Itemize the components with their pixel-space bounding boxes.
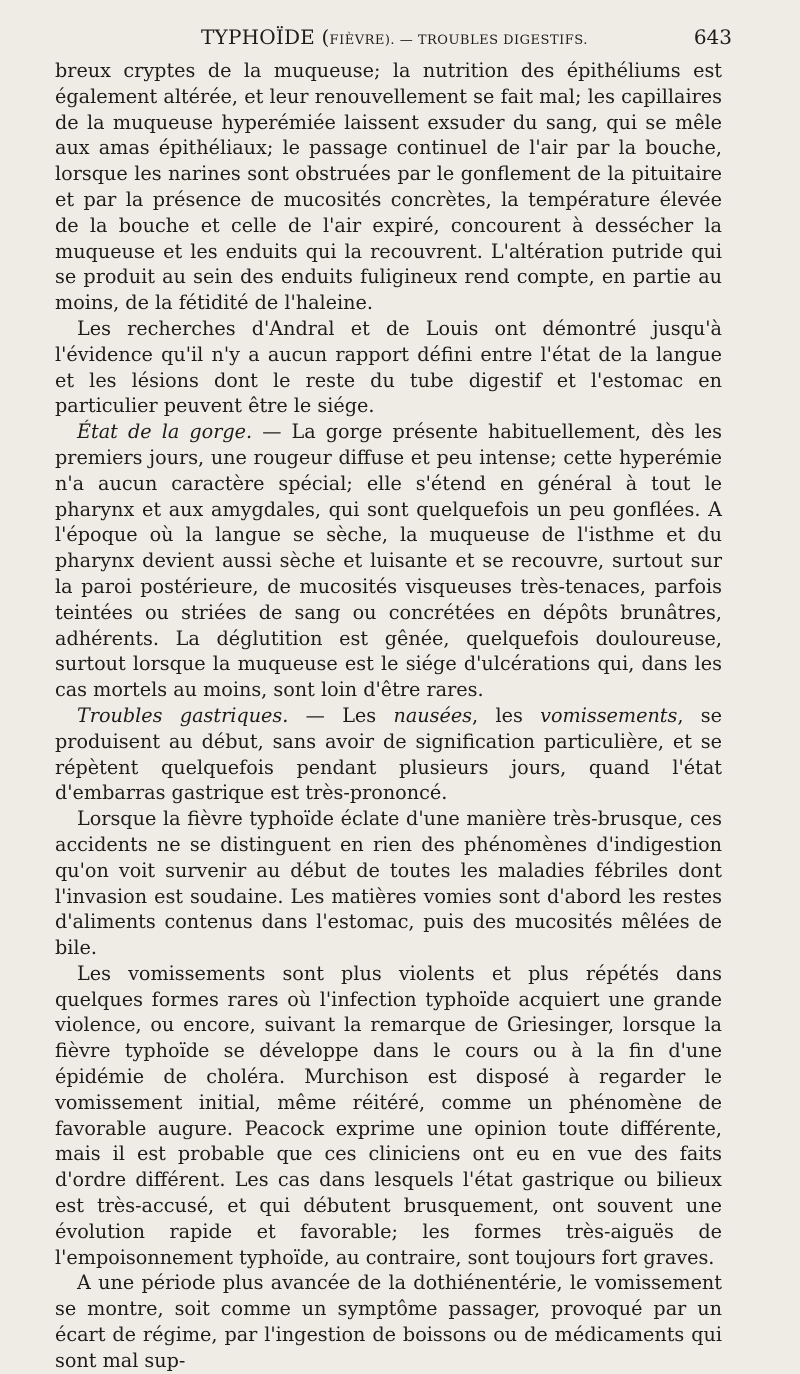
paragraph-4-mid2: , les [472,703,541,727]
term-vomissements: vomissements [540,703,678,727]
paragraph-5: Lorsque la fièvre typhoïde éclate d'une manière très-brusque, ces accidents ne se distinguent en rien des phénomènes d'indigestion qu'on voit survenir au début de toutes les maladies fébriles dont l'invasion est soudaine. Les matières vomies sont d'abord les restes d'aliments contenus dans l'estomac, puis des mucosités mêlées de bile. [55,807,722,960]
paragraph-1: breux cryptes de la muqueuse; la nutrition des épithéliums est également altérée, et leur renouvellement se fait mal; les capillaires de la muqueuse hyperémiée laissent exsuder du sang, qui se mêle aux amas épithéliaux; le passage continuel de l'air par la bouche, lorsque les narines sont obstruées par le gonflement de la pituitaire et par la présence de mucosités concrètes, la température élevée de la bouche et celle de l'air expiré, concourent à dessécher la muqueuse et les enduits qui la recouvrent. L'altération putride qui se produit au sein des enduits fuligineux rend compte, en partie au moins, de la fétidité de l'haleine. [55,59,722,315]
page-number: 643 [693,25,732,49]
term-nausees: nausées [393,703,473,727]
paragraph-3 [55,419,722,703]
paragraph-6: Les vomissements sont plus violents et plus répétés dans quelques formes rares où l'infection typhoïde acquiert une grande violence, ou encore, suivant la remarque de Griesinger, lorsque la fièvre typhoïde se développe dans le cours ou à la fin d'une épidémie de choléra. Murchison est disposé à regarder le vomissement initial, même réitéré, comme un phénomène de favorable augure. Peacock exprime une opinion toute différente, mais il est probable que ces cliniciens ont eu en vue des faits d'ordre différent. Les cas dans lesquels l'état gastrique ou bilieux est très-accusé, et qui débutent brusquement, ont souvent une évolution rapide et favorable; les formes très-aiguës de l'empoisonnement typhoïde, au contraire, sont toujours fort graves. [55,961,722,1269]
title-rest: ). — TROUBLES DIGESTIFS. [384,33,588,48]
section-heading-gastriques: Troubles gastriques. [77,703,289,727]
section-heading-gorge: État de la gorge. [77,420,253,444]
paragraph-7: A une période plus avancée de la dothiénentérie, le vomissement se montre, soit comme un symptôme passager, provoqué par un écart de régime, par l'ingestion de boissons ou de médicaments qui sont mal sup- [55,1271,722,1372]
paragraph-4-mid: — Les [288,703,394,727]
paragraph-4 [55,703,722,806]
paragraph-2: Les recherches d'Andral et de Louis ont démontré jusqu'à l'évidence qu'il n'y a aucun rapport défini entre l'état de la langue et les lésions dont le reste du tube digestif et l'estomac en particulier peuvent être le siége. [55,316,722,418]
paragraph-4-text: , se produisent au début, sans avoir de signification particulière, et se répètent quelquefois pendant plusieurs jours, quand l'état d'embarras gastrique est très-prononcé. [55,703,722,805]
running-title [201,22,588,56]
running-header [55,22,732,52]
title-main: TYPHOÏDE ( [201,25,330,49]
title-small-caps: FIÈVRE [329,33,385,48]
paragraph-3-text: — La gorge présente habituellement, dès les premiers jours, une rougeur diffuse et peu intense; cette hyperémie n'a aucun caractère spécial; elle s'étend en général à tout le pharynx et aux amygdales, qui sont quelquefois un peu gonflées. A l'époque où la langue se sèche, la muqueuse de l'isthme et du pharynx devient aussi sèche et luisante et se recouvre, surtout sur la paroi postérieure, de mucosités visqueuses très-tenaces, parfois teintées ou striées de sang ou concrétées en dépôts brunâtres, adhérents. La déglutition est gênée, quelquefois douloureuse, surtout lorsque la muqueuse est le siége d'ulcérations qui, dans les cas mortels au moins, sont loin d'être rares. [55,420,723,702]
body-text [55,58,722,1374]
